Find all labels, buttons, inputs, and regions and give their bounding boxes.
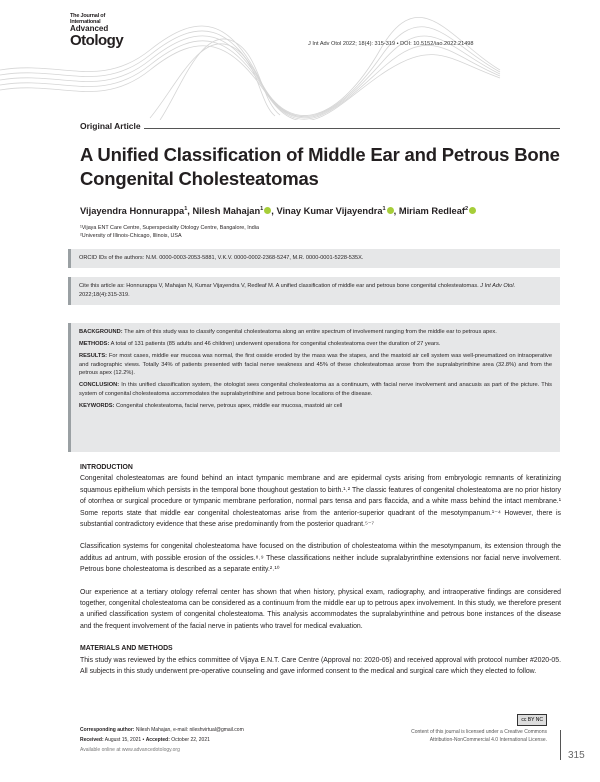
article-type-label: Original Article: [80, 121, 141, 131]
affiliation-mark: 1: [184, 206, 188, 212]
section-heading: MATERIALS AND METHODS: [80, 645, 173, 653]
orcid-icon[interactable]: [469, 207, 476, 214]
logo-text: Advanced: [70, 24, 109, 33]
article-type: [80, 121, 560, 131]
divider: [560, 730, 561, 760]
paragraph: Our experience at a tertiary otology referral center has shown that when history, physical exam, radiography, and intraoperative findings are considered together, congenital cholesteatoma can be considered as a continuum from the middle ear up to petrous apex involvement. In this study, we therefore present a unified classification system of congenital cholesteatoma. This analysis accommodates the supralabyrinthine and petrous bone instances of the disease and the frequent involvement of the facial nerve in patients who travel for medical evaluation.: [80, 588, 561, 630]
author: Vijayendra Honnurappa: [80, 206, 185, 217]
abstract-box: [68, 323, 560, 452]
article-title: A Unified Classification of Middle Ear and Petrous Bone Congenital Cholesteatomas: [80, 144, 560, 189]
footer-info: [80, 725, 244, 755]
cite-journal: J Int Adv Otol.: [480, 283, 516, 289]
paragraph: This study was reviewed by the ethics committee of Vijaya E.N.T. Care Centre (Approval no: 2020-05) and received approval with protocol number #2020-05. All subjects in this study underwent pre-operative counseling and gave informed consent to the medical and surgical care which they elected to follow.: [80, 656, 561, 676]
paragraph: Classification systems for congenital cholesteatoma have focused on the distribution of cholesteatoma within the mesotympanum, its extension through the additus ad antrum, with possible erosion of the ossicles.⁸˒⁹ These classifications neither include supralabyrinthine extensions nor facial nerve involvement. Petrous bone cholesteatoma is described as a separate entity.²˒¹⁰: [80, 543, 561, 574]
affiliation: ²University of Illinois-Chicago, Illinois, USA: [80, 233, 182, 239]
license-info: [410, 714, 547, 744]
author-list: Vijayendra Honnurappa$^1$, Nilesh Mahajan$^1$ , Vinay Kumar Vijayendra$^1$ , Miriam Redleaf$^2$: [80, 206, 476, 216]
journal-citation: J Int Adv Otol 2022; 18(4): 315-319 • DOI: 10.5152/iao.2022.21498: [308, 41, 474, 47]
license-text: Content of this journal is licensed under a Creative Commons Attribution-NonCommercial 4.0 International License.: [411, 729, 547, 743]
page-number: 315: [568, 750, 585, 761]
introduction-section: [80, 462, 561, 678]
divider: [144, 128, 560, 129]
logo-text: International: [70, 18, 101, 25]
affiliations: [80, 224, 259, 240]
logo-text: The Journal of: [70, 13, 106, 19]
abstract-results: RESULTS: For most cases, middle ear mucosa was normal, the first osside eroded by the mass was the stapes, and the mastoid air cell system was well-pneumatized on intraoperative and radiographic views. Totally 34% of patients presented with facial nerve weakness and 45% of these cholesteatomas arose from the supralabyrinthine area (32.8%) and from the petrous apex (12.2%).: [79, 353, 552, 377]
affiliation-mark: 1: [260, 206, 264, 212]
abstract-background: BACKGROUND: The aim of this study was to classify congenital cholesteatoma along an entire spectrum of involvement ranging from the middle ear to petrous apex.: [79, 329, 497, 335]
dates: Received: August 15, 2021 • Accepted: October 22, 2021: [80, 737, 210, 743]
author: Nilesh Mahajan: [192, 206, 261, 217]
author: Miriam Redleaf: [398, 206, 465, 217]
abstract-methods: METHODS: A total of 131 patients (85 adults and 46 children) underwent operations for congenital cholesteatoma over the duration of 27 years.: [79, 341, 441, 348]
cite-box: [68, 277, 560, 305]
orcid-icon[interactable]: [387, 207, 394, 214]
author: Vinay Kumar Vijayendra: [276, 206, 383, 217]
orcid-box: ORCID IDs of the authors: N.M. 0000-0003-2053-5881, V.K.V. 0000-0002-2368-5247, M.R. 0000-0001-5228-535X.: [68, 249, 560, 268]
cite-text: Cite this article as: Honnurappa V, Mahajan N, Kumar Vijayendra V, Redleaf M. A unified classification of middle ear and petrous bone congenital cholesteatomas.: [79, 283, 481, 289]
affiliation: ¹Vijaya ENT Care Centre, Superspeciality Otology Centre, Bangalore, India: [80, 225, 259, 231]
abstract-keywords: KEYWORDS: Congenital cholesteatoma, facial nerve, petrous apex, middle ear mucosa, mastoid air cell: [79, 403, 343, 410]
abstract-conclusion: CONCLUSION: In this unified classification system, the otologist sees congenital cholesteatoma as a continuum, with facial nerve involvement and anacusis as part of the picture. This system of congenital cholesteatoma accommodates the supralabyrinthine and petrous bone locations of the disease.: [79, 382, 552, 398]
paragraph: Congenital cholesteatomas are found behind an intact tympanic membrane and are epidermal cysts arising from embryologic remnants of keratinizing squamous epithelium which persists in the temporal bone thoughout gestation to birth.¹˒² The classic features of congenital cholesteatoma are no prior history of otorrhea or surgical procedure or tympanic membrane perforation, normal pars tensa and pars flaccida, and a white mass behind the intact membrane.¹ Some reports state that middle ear congenital cholesteatomas arise from the anterior-superior quadrant of the mesotympanum.¹⁻⁴ However, there is substantial contradictory evidence that these arise predominantly from the posterior quadrant.⁵⁻⁷: [80, 475, 561, 529]
cc-license-icon[interactable]: cc BY NC: [517, 714, 547, 726]
journal-logo: [70, 13, 124, 49]
affiliation-mark: 2: [464, 206, 469, 212]
affiliation-mark: 1: [382, 206, 386, 212]
section-heading: INTRODUCTION: [80, 464, 133, 471]
corresponding-author: Corresponding author: Nilesh Mahajan, e-mail: nileshvirtual@gmail.com: [80, 727, 244, 733]
orcid-icon[interactable]: [264, 207, 271, 214]
logo-text: Otology: [70, 32, 124, 49]
available-online-link[interactable]: Available online at www.advancedotology.org: [80, 747, 180, 753]
cite-text: 2022;18(4):315-319.: [79, 292, 130, 298]
